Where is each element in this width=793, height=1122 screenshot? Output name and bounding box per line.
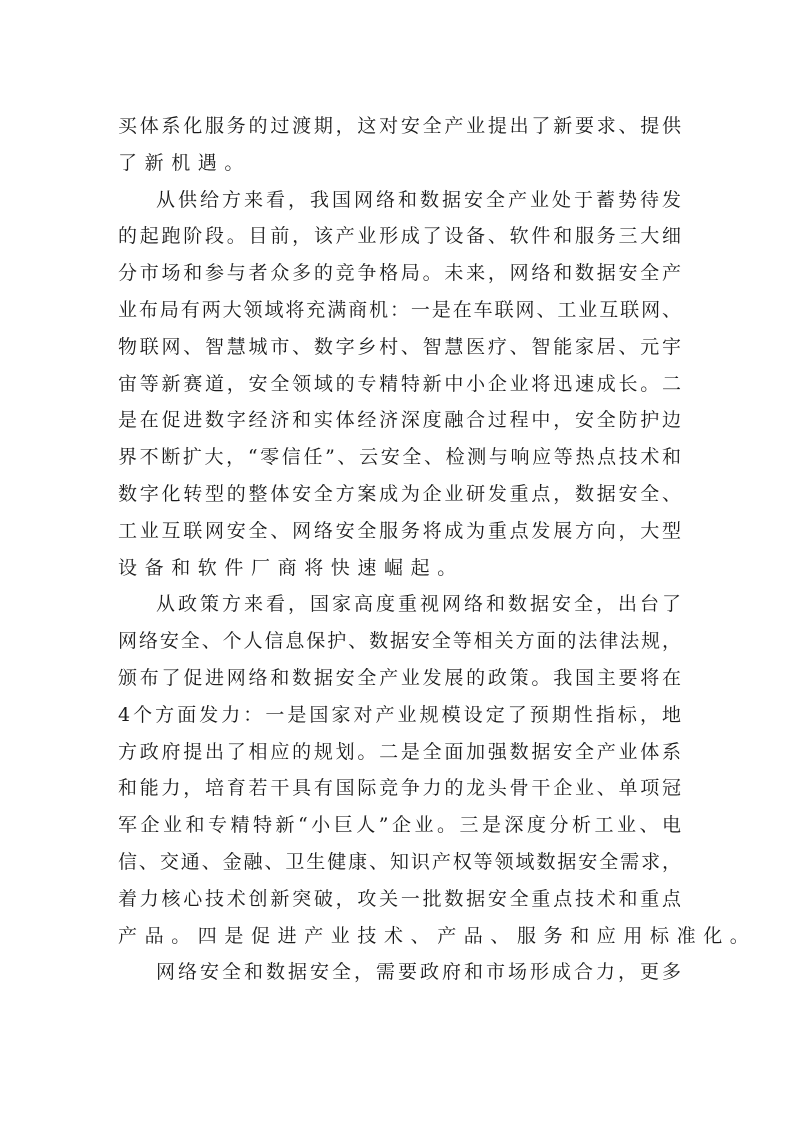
text-line: 数字化转型的整体安全方案成为企业研发重点，数据安全、 xyxy=(118,482,681,505)
text-line: 产品。四是促进产业技术、产品、服务和应用标准化。 xyxy=(118,924,757,947)
text-line: 工业互联网安全、网络安全服务将成为重点发展方向，大型 xyxy=(118,519,681,542)
text-line: 4个方面发力：一是国家对产业规模设定了预期性指标，地 xyxy=(118,703,681,726)
paragraph xyxy=(118,954,681,991)
paragraph xyxy=(118,108,681,182)
text-line: 是在促进数字经济和实体经济深度融合过程中，安全防护边 xyxy=(118,409,681,432)
document-body xyxy=(118,108,757,991)
text-line: 颁布了促进网络和数据安全产业发展的政策。我国主要将在 xyxy=(118,666,681,689)
text-line: 界不断扩大，“零信任”、云安全、检测与响应等热点技术和 xyxy=(118,446,681,469)
text-line: 物联网、智慧城市、数字乡村、智慧医疗、智能家居、元宇 xyxy=(118,335,681,358)
text-line: 从政策方来看，国家高度重视网络和数据安全，出台了 xyxy=(156,593,681,616)
text-line: 网络安全和数据安全，需要政府和市场形成合力，更多 xyxy=(156,961,681,984)
text-line: 宙等新赛道，安全领域的专精特新中小企业将迅速成长。二 xyxy=(118,372,681,395)
text-line: 买体系化服务的过渡期，这对安全产业提出了新要求、提供 xyxy=(118,115,681,137)
text-line: 从供给方来看，我国网络和数据安全产业处于蓄势待发 xyxy=(156,188,681,211)
text-line: 着力核心技术创新突破，攻关一批数据安全重点技术和重点 xyxy=(118,887,681,910)
text-line: 的起跑阶段。目前，该产业形成了设备、软件和服务三大细 xyxy=(118,225,681,248)
text-line: 分市场和参与者众多的竞争格局。未来，网络和数据安全产 xyxy=(118,262,681,285)
text-line: 网络安全、个人信息保护、数据安全等相关方面的法律法规， xyxy=(118,630,681,653)
text-line: 信、交通、金融、卫生健康、知识产权等领域数据安全需求， xyxy=(118,850,681,873)
text-line: 业布局有两大领域将充满商机：一是在车联网、工业互联网、 xyxy=(118,298,681,321)
text-line: 和能力，培育若干具有国际竞争力的龙头骨干企业、单项冠 xyxy=(118,777,681,800)
text-line: 设备和软件厂商将快速崛起。 xyxy=(118,556,464,579)
text-line: 了新机遇。 xyxy=(118,151,252,174)
text-line: 军企业和专精特新“小巨人”企业。三是深度分析工业、电 xyxy=(118,814,681,837)
text-line: 方政府提出了相应的规划。二是全面加强数据安全产业体系 xyxy=(118,740,681,763)
paragraph xyxy=(118,586,757,954)
paragraph xyxy=(118,182,681,587)
